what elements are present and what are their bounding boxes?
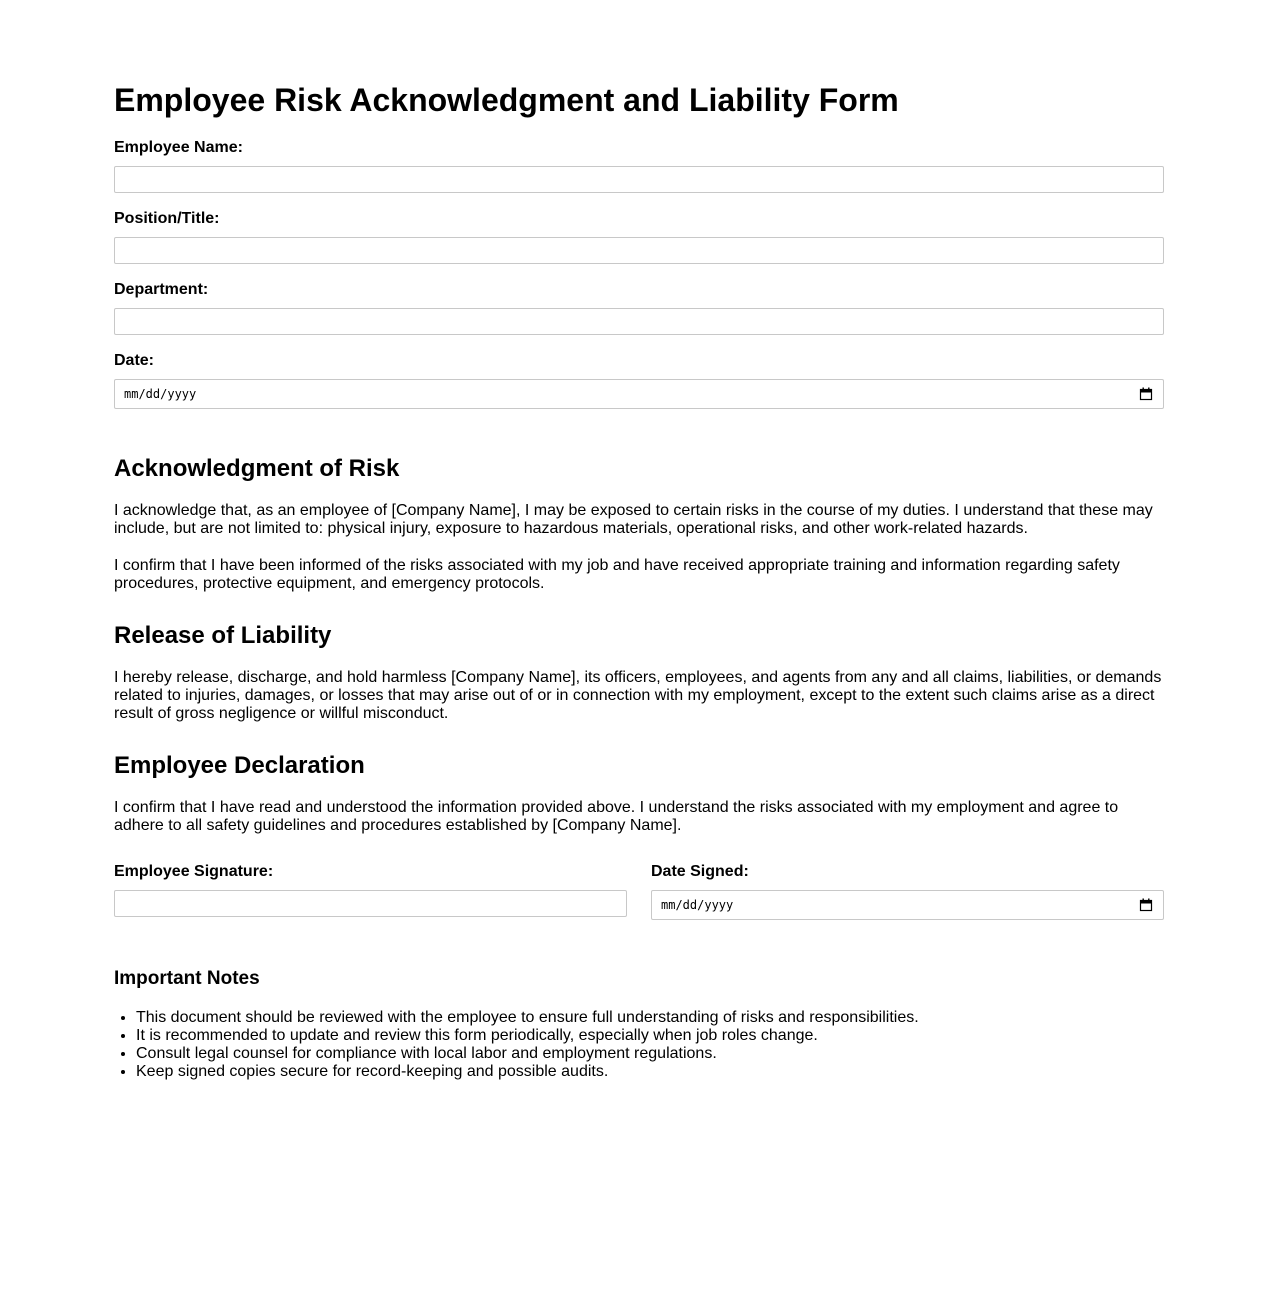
release-paragraph: I hereby release, discharge, and hold harmless [Company Name], its officers, employees, and agents from any and all claims, liabilities, or demands related to injuries, damages, or losses that may arise out of or in connection with my employment, except to the extent such claims arise as a direct result of gross negligence or willful misconduct. <box>114 669 1162 722</box>
list-item: • Keep signed copies secure for record-keeping and possible audits. <box>136 1063 1164 1081</box>
acknowledgment-paragraph-2: I confirm that I have been informed of the risks associated with my job and have received appropriate training and information regarding safety procedures, protective equipment, and emergency protocols. <box>114 557 1120 592</box>
list-item: • It is recommended to update and review this form periodically, especially when job roles change. <box>136 1027 1164 1045</box>
date-label: Date: <box>114 352 155 369</box>
department-label: Department: <box>114 281 209 298</box>
date-signed-input[interactable] <box>651 890 1164 920</box>
date-placeholder: mm/dd/yyyy <box>124 387 197 401</box>
release-heading: Release of Liability <box>114 622 332 649</box>
date-signed-label: Date Signed: <box>651 863 749 880</box>
date-input[interactable] <box>114 379 1164 409</box>
employee-name-input[interactable] <box>114 166 1164 193</box>
department-input[interactable] <box>114 308 1164 335</box>
acknowledgment-heading: Acknowledgment of Risk <box>114 455 400 482</box>
calendar-icon[interactable] <box>1139 898 1153 912</box>
employee-signature-label: Employee Signature: <box>114 863 274 880</box>
declaration-heading: Employee Declaration <box>114 752 365 779</box>
calendar-icon[interactable] <box>1139 387 1153 401</box>
date-signed-placeholder: mm/dd/yyyy <box>661 898 734 912</box>
acknowledgment-paragraph-1: I acknowledge that, as an employee of [Company Name], I may be exposed to certain risks in the course of my duties. I understand that these may include, but are not limited to: physical injury, exposure to hazardous materials, operational risks, and other work-related hazards. <box>114 502 1153 537</box>
important-notes-list <box>114 1009 1164 1081</box>
position-title-label: Position/Title: <box>114 210 220 227</box>
employee-name-label: Employee Name: <box>114 139 243 156</box>
page-title: Employee Risk Acknowledgment and Liability Form <box>114 82 899 118</box>
position-title-input[interactable] <box>114 237 1164 264</box>
employee-signature-input[interactable] <box>114 890 627 917</box>
list-item: • Consult legal counsel for compliance with local labor and employment regulations. <box>136 1045 1164 1063</box>
declaration-paragraph: I confirm that I have read and understood the information provided above. I understand the risks associated with my employment and agree to adhere to all safety guidelines and procedures established by [Company Name]. <box>114 799 1119 834</box>
list-item: • This document should be reviewed with the employee to ensure full understanding of risks and responsibilities. <box>136 1009 1164 1027</box>
important-notes-heading: Important Notes <box>114 968 260 989</box>
